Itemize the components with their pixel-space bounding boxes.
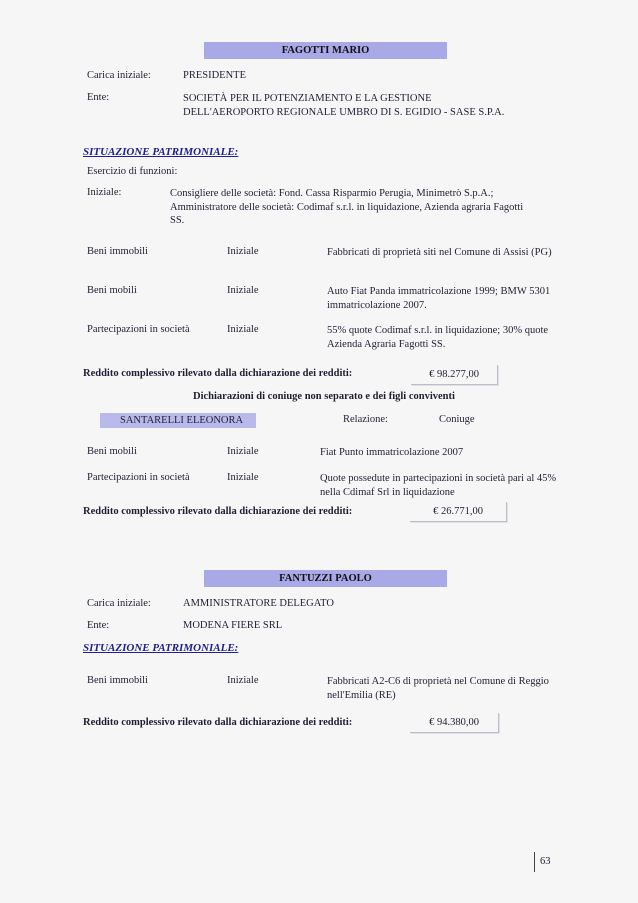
spouse-asset-desc: Quote possedute in partecipazioni in società pari al 45% nella Cdimaf Srl in liquidazione — [320, 473, 557, 498]
asset-phase: Iniziale — [227, 324, 259, 335]
situazione-heading: SITUAZIONE PATRIMONIALE: — [83, 146, 239, 158]
spouse-asset-type: Partecipazioni in società — [87, 472, 190, 483]
spouse-asset-phase: Iniziale — [227, 472, 259, 483]
spouse-reddito-amount: € 26.771,00 — [410, 502, 507, 522]
asset-phase: Iniziale — [227, 285, 259, 296]
asset-desc: Fabbricati A2-C6 di proprietà nel Comune di Reggio nell'Emilia (RE) — [327, 676, 549, 701]
asset-type: Beni mobili — [87, 285, 137, 296]
iniziale-label: Iniziale: — [87, 187, 122, 198]
esercizio-label: Esercizio di funzioni: — [87, 166, 178, 177]
reddito-label: Reddito complessivo rilevato dalla dichiarazione dei redditi: — [83, 368, 353, 379]
asset-phase: Iniziale — [227, 246, 259, 257]
person1-name-banner: FAGOTTI MARIO — [204, 42, 447, 59]
situazione-heading: SITUAZIONE PATRIMONIALE: — [83, 642, 239, 654]
asset-type: Beni immobili — [87, 675, 148, 686]
ente-value: MODENA FIERE SRL — [183, 620, 283, 631]
asset-type: Beni immobili — [87, 246, 148, 257]
ente-label: Ente: — [87, 620, 110, 631]
reddito-amount: € 94.380,00 — [410, 713, 499, 733]
spouse-asset-type: Beni mobili — [87, 446, 137, 457]
coniuge-heading: Dichiarazioni di coniuge non separato e dei figli conviventi — [193, 391, 455, 402]
carica-label: Carica iniziale: — [87, 70, 151, 81]
carica-label: Carica iniziale: — [87, 598, 151, 609]
spouse-asset-desc: Fiat Punto immatricolazione 2007 — [320, 447, 464, 458]
asset-desc: Fabbricati di proprietà siti nel Comune di Assisi (PG) — [327, 247, 552, 258]
carica-value: AMMINISTRATORE DELEGATO — [183, 598, 334, 609]
person2-name-banner: FANTUZZI PAOLO — [204, 570, 447, 587]
spouse-asset-phase: Iniziale — [227, 446, 259, 457]
ente-value: SOCIETÀ PER IL POTENZIAMENTO E LA GESTIONE DELL'AEROPORTO REGIONALE UMBRO DI S. EGIDIO - SASE S.P.A. — [183, 93, 505, 118]
page-number: 63 — [534, 852, 551, 872]
relazione-value: Coniuge — [439, 414, 475, 425]
spouse-name: SANTARELLI ELEONORA — [100, 413, 256, 428]
asset-phase: Iniziale — [227, 675, 259, 686]
carica-value: PRESIDENTE — [183, 70, 246, 81]
iniziale-value: Consigliere delle società: Fond. Cassa Risparmio Perugia, Minimetrò S.p.A.; Amministratore delle società: Codimaf s.r.l. in liquidazione, Azienda agraria Fagotti SS. — [170, 188, 524, 226]
reddito-amount: € 98.277,00 — [411, 365, 498, 385]
spouse-reddito-label: Reddito complessivo rilevato dalla dichiarazione dei redditi: — [83, 506, 353, 517]
asset-desc: 55% quote Codimaf s.r.l. in liquidazione; 30% quote Azienda Agraria Fagotti SS. — [327, 325, 549, 350]
relazione-label: Relazione: — [343, 414, 388, 425]
asset-desc: Auto Fiat Panda immatricolazione 1999; BMW 5301 immatricolazione 2007. — [327, 286, 551, 311]
ente-label: Ente: — [87, 92, 110, 103]
asset-type: Partecipazioni in società — [87, 324, 190, 335]
reddito-label: Reddito complessivo rilevato dalla dichiarazione dei redditi: — [83, 717, 353, 728]
